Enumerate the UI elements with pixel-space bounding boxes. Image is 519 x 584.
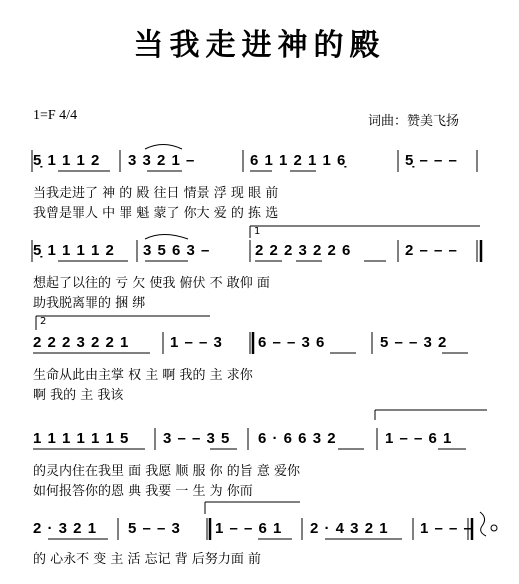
lyric-line: 助我脱离罪的 捆 绑	[33, 296, 146, 311]
notation-measure: 2 · 4 3 2 1	[310, 520, 389, 537]
notation-measure: 2 · 3 2 1	[33, 520, 98, 537]
lyric-line: 的 心永不 变 主 活 忘记 背 后努力面 前	[33, 552, 262, 567]
ornament-icon	[480, 512, 497, 536]
lyric-line: 的灵内住在我里 面 我愿 顺 服 你 的旨 意 爱你	[33, 464, 301, 479]
notation-measure: 1 – – 3	[170, 334, 223, 351]
notation-measure: 5 – – 3	[128, 520, 181, 537]
notation-measure: 6 · 6 6 3 2	[258, 430, 337, 447]
notation-measure: 3 – – 3 5	[163, 430, 231, 447]
notation-measure: 2 – – –	[405, 242, 458, 259]
credit-line: 词曲：赞美飞扬	[368, 114, 460, 129]
lyric-line: 想起了以往的 亏 欠 使我 俯伏 不 敢仰 面	[33, 276, 270, 291]
score-page: 当我走进神的殿 1=F 4/4 词曲：赞美飞扬 1 2 5̣ 1 1 1 2 3 3 2 1 – 6 1 1 2 1 1 6̣ 5̣ – – – 当我走进了 神 的 殿 往日 情景 浮 现 眼 前 我曾是罪人 中 罪 魁 蒙了 你大 爱 的 拣 选 5̣ 1 1 1 1 2 3 5 6 3 – 2 2 2 3 2 2 6 2 – – – 想起了以往的 亏 欠 使我 俯伏 不 敢仰 面 助我脱离罪的 捆 绑 2 2 2 3 2 2 1 1 – – 3 6 – – 3 6 5 – – 3 2 生命从此由主掌 权 主 啊 我的 主 求你 啊 我的 主 我该 1 1 1 1 1 1 5 3 – – 3 5 6 · 6 6 3 2 1 – – 6 1 的灵内住在我里 面 我愿 顺 服 你 的旨 意 爱你 如何报答你的恩 典 我要 一 生 为 你而 2 · 3 2 1 5 – – 3 1 – – 6 1 2 · 4 3 2 1 1 – – – 的 心永不 变 主 活 忘记 背 后努力面 前	[0, 0, 519, 584]
lyric-line: 当我走进了 神 的 殿 往日 情景 浮 现 眼 前	[33, 186, 279, 201]
song-title: 当我走进神的殿	[133, 28, 386, 63]
lyric-line: 生命从此由主掌 权 主 啊 我的 主 求你	[33, 368, 253, 383]
notation-measure: 6 – – 3 6	[258, 334, 326, 351]
notation-measure: 3 5 6 3 –	[143, 242, 211, 259]
lyric-line: 啊 我的 主 我该	[33, 388, 124, 403]
notation-measure: 1 – – –	[420, 520, 473, 537]
key-signature: 1=F 4/4	[33, 108, 78, 123]
notation-measure: 5̣ 1 1 1 1 2	[33, 242, 115, 259]
notation-measure: 3 3 2 1 –	[128, 152, 196, 169]
notation-measure: 1 – – 6 1	[385, 430, 453, 447]
notation-measure: 2 2 2 3 2 2 1	[33, 334, 130, 351]
notation-measure: 5̣ 1 1 1 2	[33, 152, 101, 169]
lyric-line: 我曾是罪人 中 罪 魁 蒙了 你大 爱 的 拣 选	[33, 206, 279, 221]
notation-measure: 1 1 1 1 1 1 5	[33, 430, 130, 447]
lyric-line: 如何报答你的恩 典 我要 一 生 为 你而	[33, 484, 253, 499]
notation-measure: 6 1 1 2 1 1 6̣	[250, 152, 347, 169]
notation-measure: 2 2 2 3 2 2 6	[255, 242, 352, 259]
notation-measure: 5̣ – – –	[405, 152, 458, 169]
notation-measure: 1 – – 6 1	[215, 520, 283, 537]
notation-measure: 5 – – 3 2	[380, 334, 448, 351]
